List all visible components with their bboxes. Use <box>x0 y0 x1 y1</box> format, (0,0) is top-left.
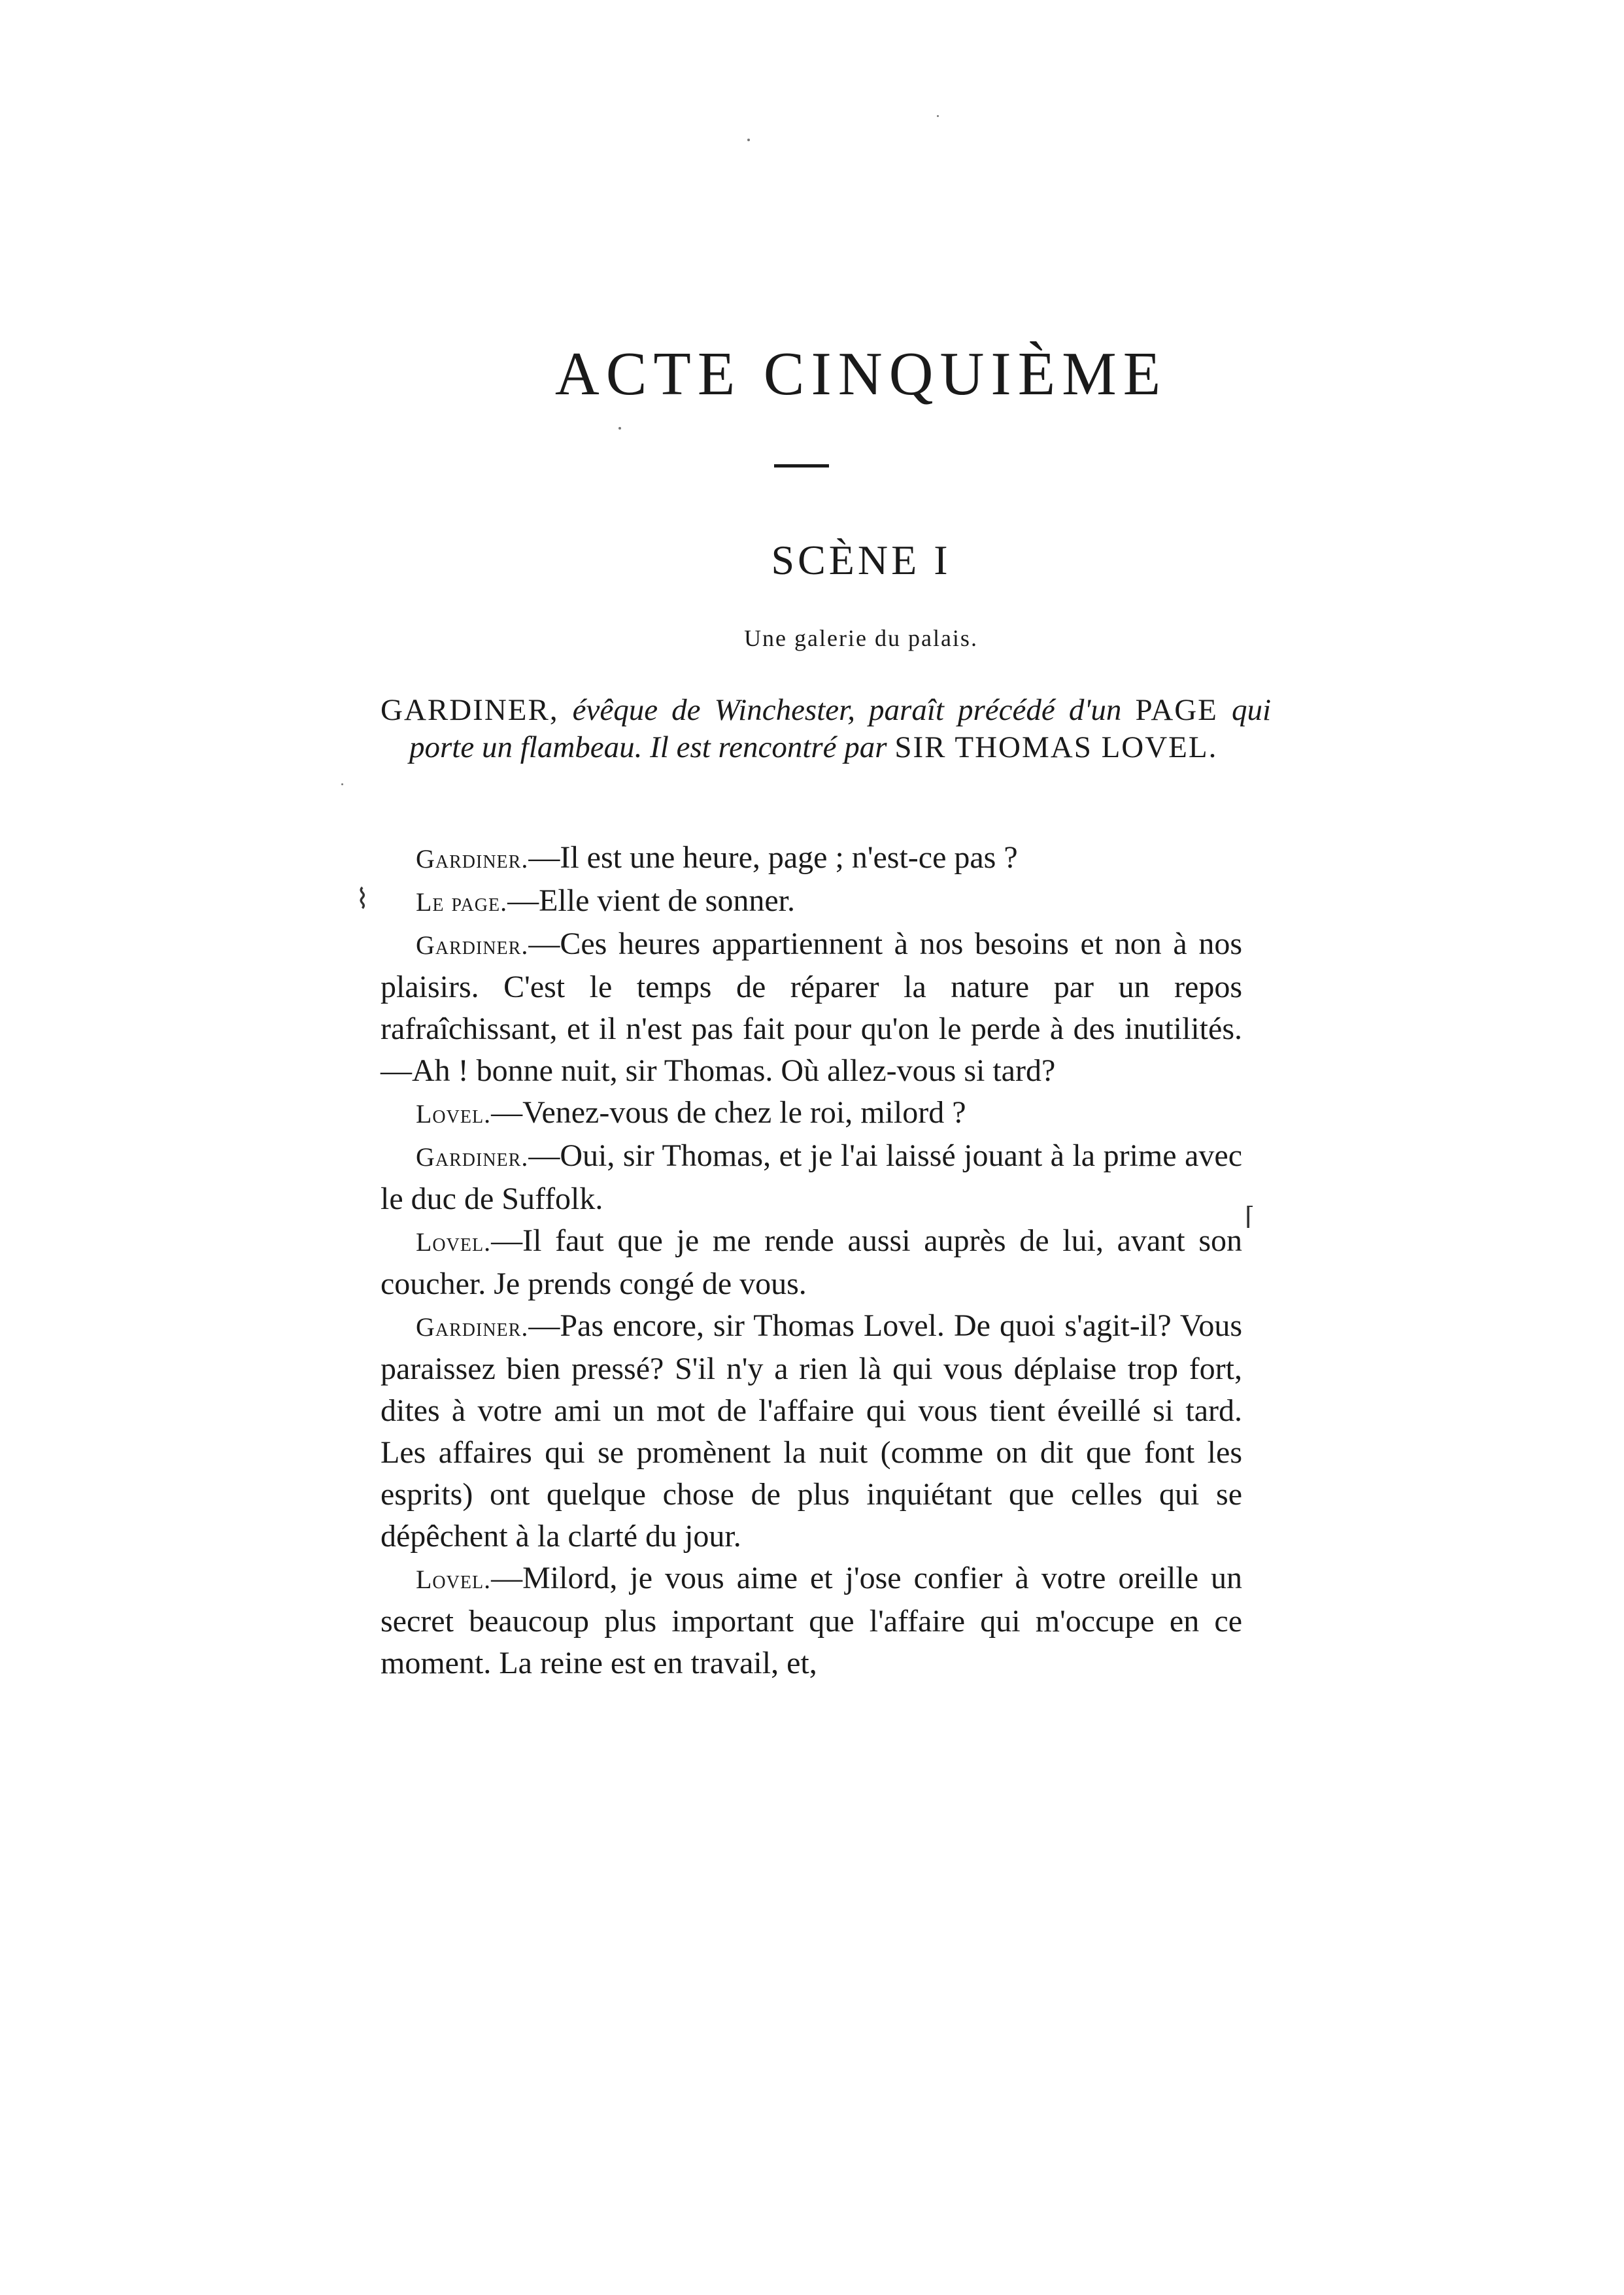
speech-text: —Elle vient de sonner. <box>507 883 795 918</box>
act-title: ACTE CINQUIÈME <box>554 340 1168 408</box>
speech <box>381 1135 1242 1220</box>
margin-pencil-mark: ⌇ <box>356 885 369 915</box>
speech-text: —Il faut que je me rende aussi auprès de lui, avant son coucher. Je prends congé de vous. <box>381 1223 1242 1301</box>
speaker-name: Gardiner. <box>416 1142 529 1172</box>
speaker-name: Lovel. <box>416 1565 492 1594</box>
speaker-name: Lovel. <box>416 1099 492 1129</box>
speech-text: —Milord, je vous aime et j'ose confier à votre oreille un secret beaucoup plus important que l'affaire qui m'occupe en ce moment. La reine est en travail, et, <box>381 1561 1242 1680</box>
speech-text: —Venez-vous de chez le roi, milord ? <box>491 1095 966 1130</box>
margin-pencil-mark: ⌈ <box>1245 1203 1255 1231</box>
speech-text: —Pas encore, sir Thomas Lovel. De quoi s'agit-il? Vous paraissez bien pressé? S'il n'y a rien là qui vous déplaise trop fort, dites à votre ami un mot de l'affaire qui vous tient éveillé si tard. Les affaires qui se promènent la nuit (comme on dit que font les esprits) ont quelque chose de plus inquiétant que celles qui se dépêchent à la clarté du jour. <box>381 1308 1242 1554</box>
stage-direction-character: PAGE <box>1135 693 1218 727</box>
stage-direction-text: évêque de Winchester, paraît précédé d'un <box>558 693 1136 727</box>
stage-direction-character: GARDINER, <box>381 693 559 727</box>
paper-speck <box>747 139 750 141</box>
speech-text: —Oui, sir Thomas, et je l'ai laissé jouant à la prime avec le duc de Suffolk. <box>381 1138 1242 1216</box>
speech <box>381 837 1242 880</box>
speech <box>381 923 1242 1092</box>
speech <box>381 1305 1242 1557</box>
stage-direction-text: qui porte un flambeau. Il est rencontré par <box>409 693 1272 764</box>
paper-speck <box>937 115 939 117</box>
speech-text: —Il est une heure, page ; n'est-ce pas ? <box>528 840 1018 875</box>
speaker-name: Gardiner. <box>416 1312 529 1342</box>
scene-setting: Une galerie du palais. <box>744 625 978 651</box>
title-rule <box>774 464 829 468</box>
speech <box>381 1557 1242 1684</box>
scene-title: SCÈNE I <box>771 537 951 583</box>
speaker-name: Gardiner. <box>416 844 529 874</box>
speech-text: —Ces heures appartiennent à nos besoins et non à nos plaisirs. C'est le temps de réparer la nature par un repos rafraîchissant, et il n'est pas fait pour qu'on le perde à des inutilités.—Ah ! bonne nuit, sir Thomas. Où allez-vous si tard? <box>381 926 1242 1088</box>
paper-speck <box>341 783 343 785</box>
speech <box>381 880 1242 923</box>
speaker-name: Le page. <box>416 887 508 917</box>
stage-direction <box>381 692 1271 766</box>
speaker-name: Lovel. <box>416 1227 492 1257</box>
dialogue <box>381 837 1242 1684</box>
speaker-name: Gardiner. <box>416 930 529 960</box>
speech <box>381 1092 1242 1135</box>
speech <box>381 1220 1242 1305</box>
stage-direction-character: SIR THOMAS LOVEL. <box>894 730 1218 764</box>
paper-speck <box>618 427 621 430</box>
